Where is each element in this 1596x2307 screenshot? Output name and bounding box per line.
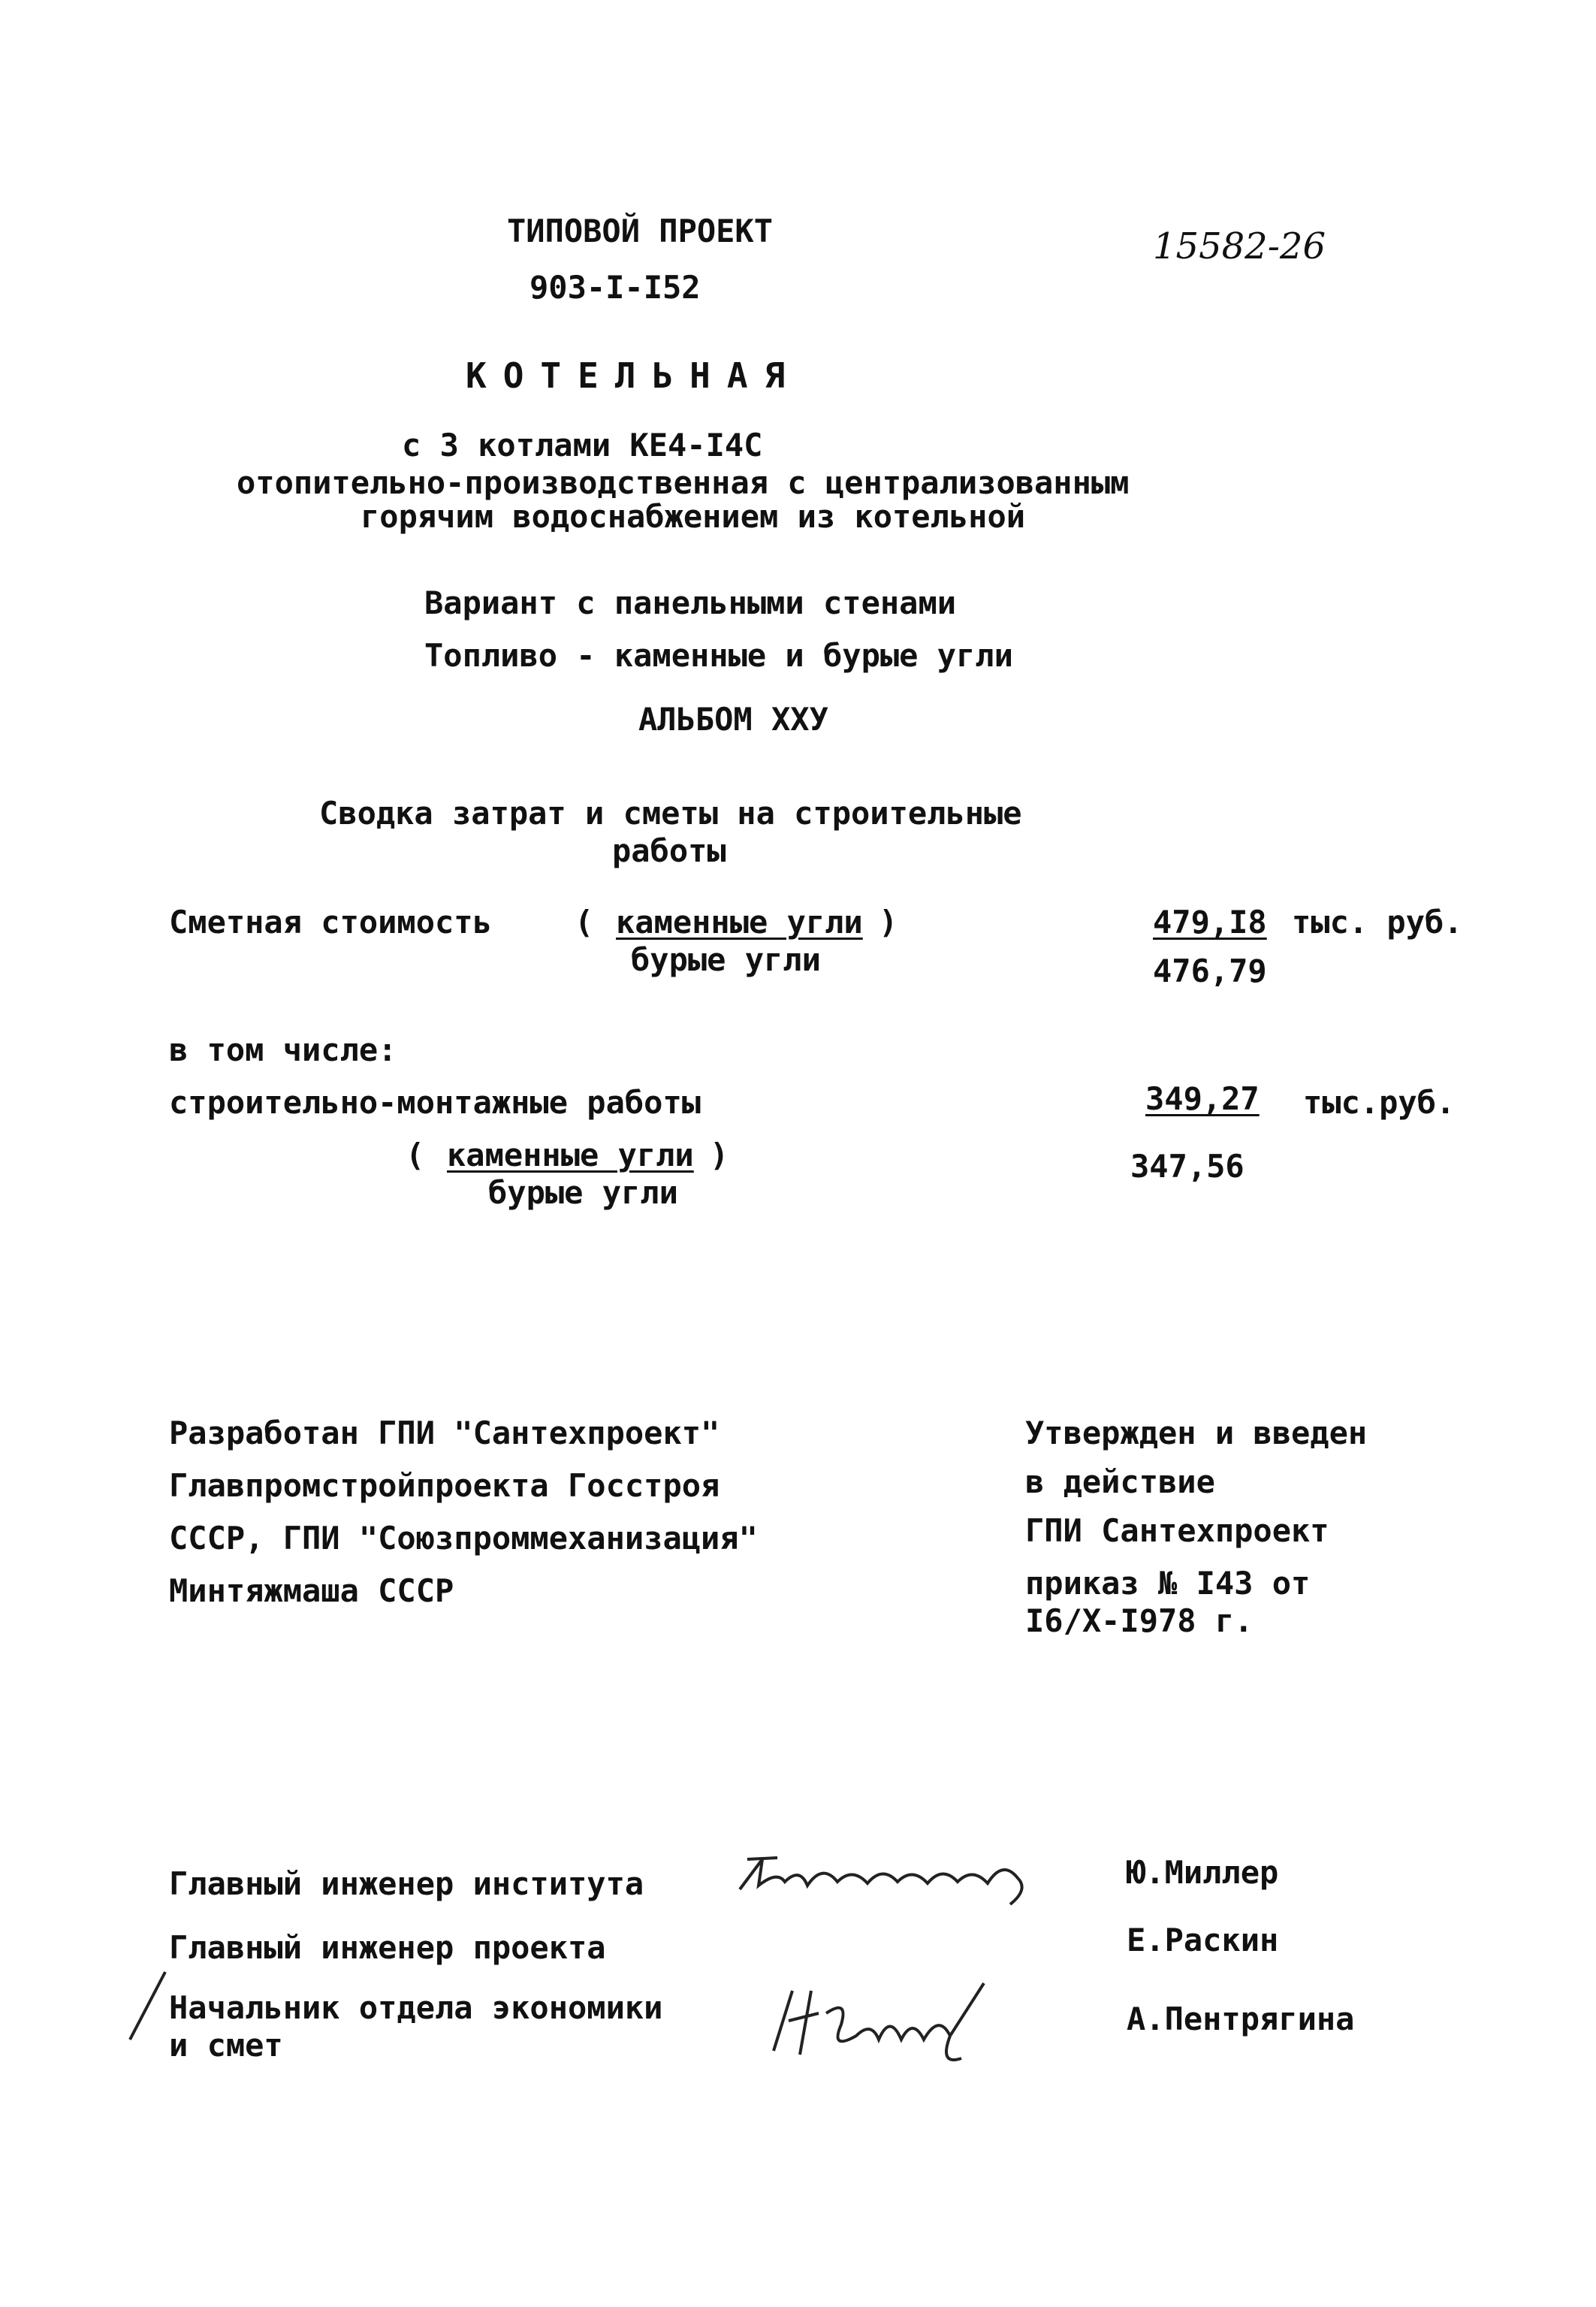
name-3: А.Пентрягина [1127,2001,1355,2037]
coal-stone-2: каменные угли [447,1137,694,1173]
close-paren-1: ) [879,904,898,941]
developer-line-3: СССР, ГПИ "Союзпроммеханизация" [169,1520,758,1557]
open-paren-2: ( [406,1137,425,1173]
construction-stone-value: 349,27 [1145,1080,1260,1117]
estimate-brown-value: 476,79 [1153,953,1267,989]
approval-line-4: приказ № I43 от [1025,1565,1311,1602]
construction-label: строительно-монтажные работы [169,1084,701,1121]
slash-mark [124,1968,169,2043]
project-code: 903-I-I52 [529,269,701,306]
estimate-unit: тыс. руб. [1292,904,1463,941]
approval-line-5: I6/X-I978 г. [1025,1602,1254,1639]
role-chief-engineer-institute: Главный инженер института [169,1865,644,1902]
developer-line-1: Разработан ГПИ "Сантехпроект" [169,1415,720,1451]
coal-stone-1: каменные угли [616,904,863,941]
developer-line-2: Главпромстройпроекта Госстроя [169,1467,720,1504]
estimate-label: Сметная стоимость [169,904,492,941]
close-paren-2: ) [710,1137,729,1173]
album-number: АЛЬБОМ XXУ [638,701,828,738]
approval-line-1: Утвержден и введен [1025,1415,1368,1451]
coal-brown-1: бурые угли [631,941,821,978]
doc-type-title: ТИПОВОЙ ПРОЕКТ [507,213,774,249]
role-head-economics-2: и смет [169,2027,283,2064]
construction-unit: тыс.руб. [1303,1084,1456,1121]
description-line-2: горячим водоснабжением из котельной [361,498,1026,535]
name-2: Е.Раскин [1127,1922,1279,1958]
summary-title-2: работы [612,832,726,869]
developer-line-4: Минтяжмаша СССР [169,1572,454,1609]
inventory-number: 15582-26 [1153,225,1326,267]
name-1: Ю.Миллер [1127,1854,1279,1891]
including-label: в том числе: [169,1031,397,1068]
construction-brown-value: 347,56 [1130,1148,1245,1185]
coal-brown-2: бурые угли [488,1174,678,1211]
variant-line: Вариант с панельными стенами [424,584,957,621]
role-chief-engineer-project: Главный инженер проекта [169,1929,606,1966]
object-name: КОТЕЛЬНАЯ [466,355,802,396]
open-paren-1: ( [575,904,594,941]
role-head-economics-1: Начальник отдела экономики [169,1989,663,2026]
approval-line-3: ГПИ Сантехпроект [1025,1512,1329,1549]
estimate-stone-value: 479,I8 [1153,904,1267,941]
signature-3 [759,1968,1006,2073]
signature-1 [732,1844,1048,1912]
approval-line-2: в действие [1025,1463,1215,1500]
boilers-line: с 3 котлами КЕ4-I4С [402,427,763,464]
fuel-line: Топливо - каменные и бурые угли [424,637,1013,674]
description-line-1: отопительно-производственная с централизованным [237,464,1130,501]
summary-title-1: Сводка затрат и сметы на строительные [319,795,1022,832]
